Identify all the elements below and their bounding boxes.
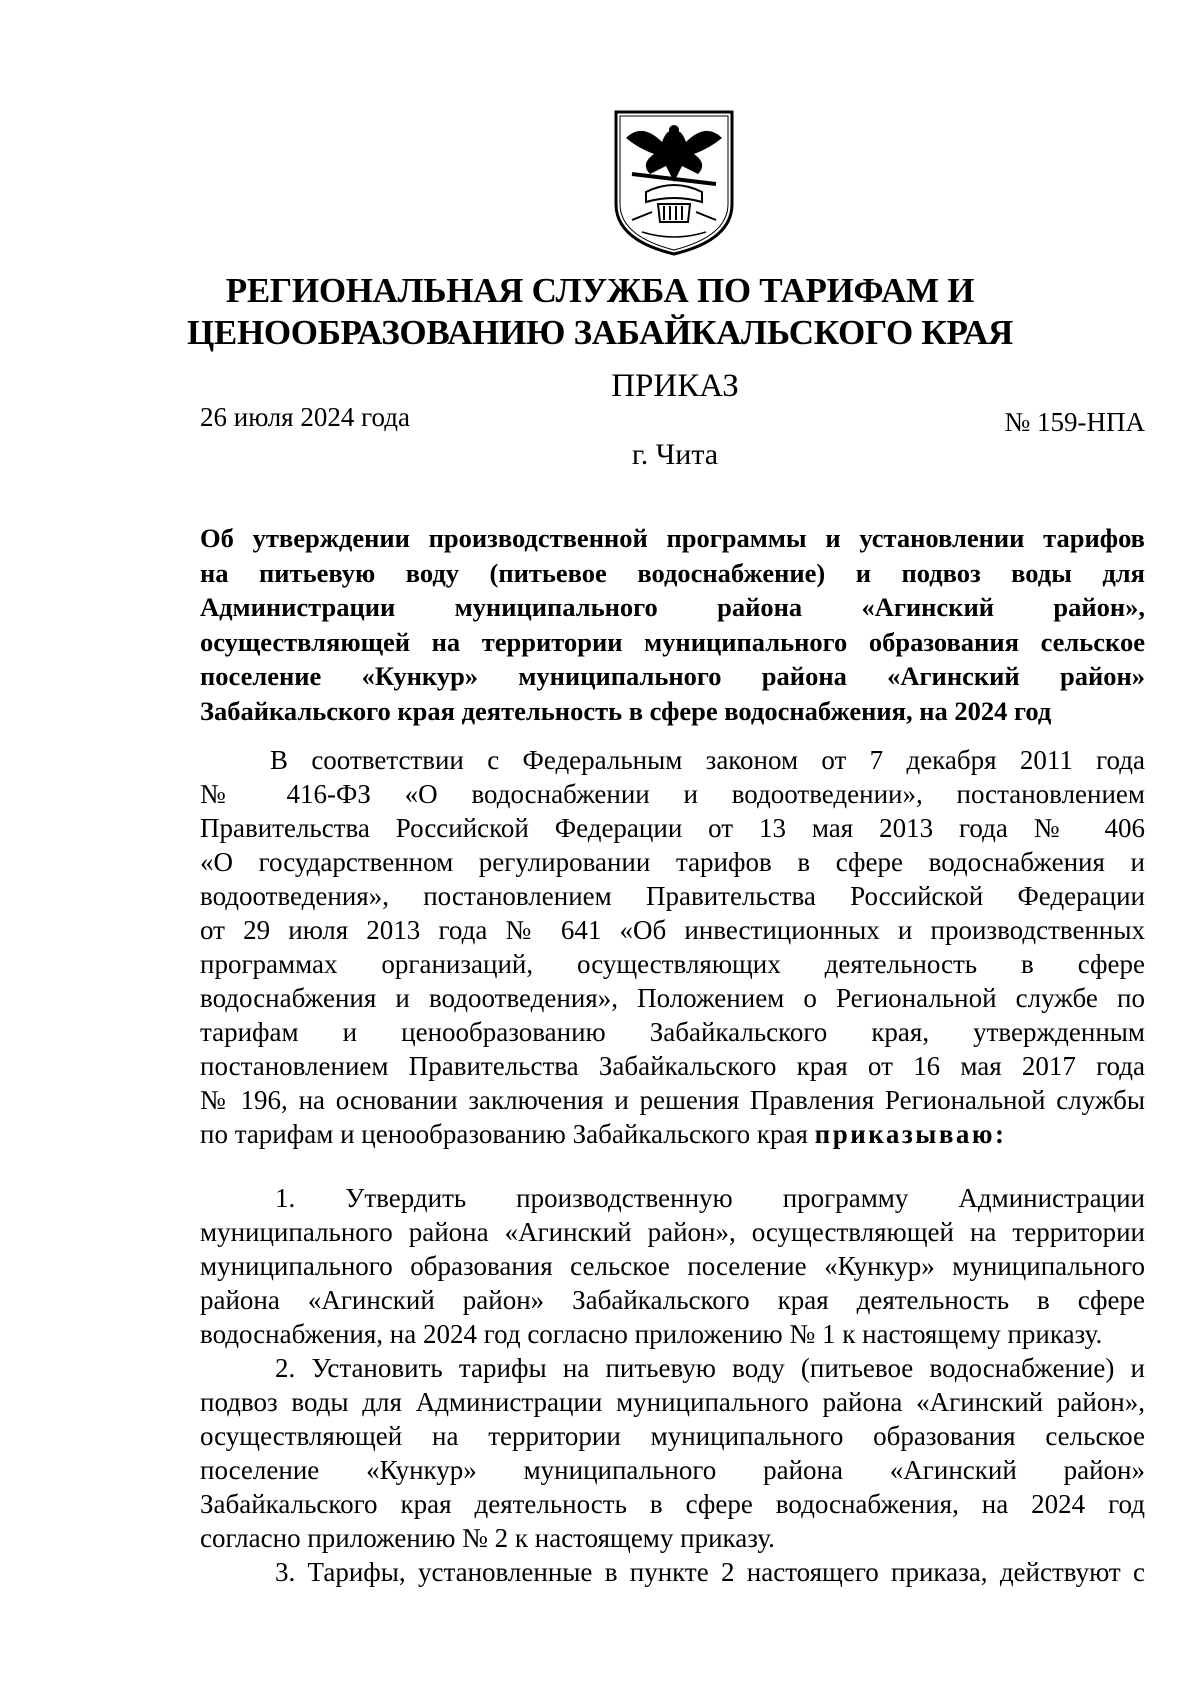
preamble-paragraph xyxy=(200,743,1145,1151)
preamble-line: «О государственном регулировании тарифов в сфере водоснабжения и xyxy=(200,847,1145,877)
organization-title-line-2: ЦЕНООБРАЗОВАНИЮ ЗАБАЙКАЛЬСКОГО КРАЯ xyxy=(186,313,1014,352)
order-number: № 159-НПА xyxy=(1004,407,1145,437)
organization-title xyxy=(120,270,1080,354)
item-1-line: водоснабжения, на 2024 год согласно приложению № 1 к настоящему приказу. xyxy=(200,1319,1103,1349)
preamble-line: водоснабжения и водоотведения», Положением о Региональной службе по xyxy=(200,983,1145,1013)
subject-line: Администрации муниципального района «Агинский район», xyxy=(200,592,1145,622)
preamble-last-line-text: по тарифам и ценообразованию Забайкальского края xyxy=(200,1119,808,1149)
item-2-line: 2. Установить тарифы на питьевую воду (питьевое водоснабжение) и xyxy=(275,1353,1145,1383)
item-2-line: осуществляющей на территории муниципального образования сельское xyxy=(200,1421,1145,1451)
preamble-line: тарифам и ценообразованию Забайкальского края, утвержденным xyxy=(200,1017,1145,1047)
order-subject xyxy=(200,521,1145,728)
item-1-line: муниципального района «Агинский район», осуществляющей на территории xyxy=(200,1217,1145,1247)
preamble-line: № 416-ФЗ «О водоснабжении и водоотведении», постановлением xyxy=(200,779,1145,809)
item-2-line: подвоз воды для Администрации муниципального района «Агинский район», xyxy=(200,1387,1145,1417)
subject-line: поселение «Кункур» муниципального района «Агинский район» xyxy=(200,661,1145,691)
subject-line: осуществляющей на территории муниципального образования сельское xyxy=(200,626,1145,657)
item-1-line: 1. Утвердить производственную программу Администрации xyxy=(275,1183,1145,1213)
preamble-line: постановлением Правительства Забайкальского края от 16 мая 2017 года xyxy=(200,1051,1145,1081)
preamble-line: В соответствии с Федеральным законом от 7 декабря 2011 года xyxy=(270,745,1145,775)
item-2-line: Забайкальского края деятельность в сфере водоснабжения, на 2024 год xyxy=(200,1489,1145,1519)
preamble-last-line xyxy=(200,1117,1145,1151)
order-date: 26 июля 2024 года xyxy=(200,402,410,432)
item-3-line: 3. Тарифы, установленные в пункте 2 настоящего приказа, действуют с xyxy=(275,1557,1145,1587)
item-2-line: поселение «Кункур» муниципального района «Агинский район» xyxy=(200,1455,1145,1485)
subject-line: на питьевую воду (питьевое водоснабжение) и подвоз воды для xyxy=(200,557,1145,588)
item-2-line: согласно приложению № 2 к настоящему приказу. xyxy=(200,1523,775,1553)
subject-line: Об утверждении производственной программы и установлении тарифов xyxy=(200,523,1145,553)
preamble-line: водоотведения», постановлением Правительства Российской Федерации xyxy=(200,881,1145,911)
preamble-line: от 29 июля 2013 года № 641 «Об инвестиционных и производственных xyxy=(200,915,1145,945)
item-1-line: муниципального образования сельское поселение «Кункур» муниципального xyxy=(200,1251,1145,1281)
document-type: ПРИКАЗ xyxy=(611,368,739,404)
order-items xyxy=(200,1181,1145,1589)
preamble-line: № 196, на основании заключения и решения Правления Региональной службы xyxy=(200,1085,1145,1115)
coat-of-arms-icon xyxy=(612,108,736,258)
order-word: приказываю: xyxy=(814,1119,1007,1149)
item-1-line: района «Агинский район» Забайкальского края деятельность в сфере xyxy=(200,1285,1145,1315)
organization-title-line-1: РЕГИОНАЛЬНАЯ СЛУЖБА ПО ТАРИФАМ И xyxy=(225,271,975,310)
preamble-line: Правительства Российской Федерации от 13 мая 2013 года № 406 xyxy=(200,813,1145,843)
preamble-line: программах организаций, осуществляющих деятельность в сфере xyxy=(200,949,1145,979)
subject-line: Забайкальского края деятельность в сфере водоснабжения, на 2024 год xyxy=(200,695,1052,726)
order-city: г. Чита xyxy=(631,438,719,471)
